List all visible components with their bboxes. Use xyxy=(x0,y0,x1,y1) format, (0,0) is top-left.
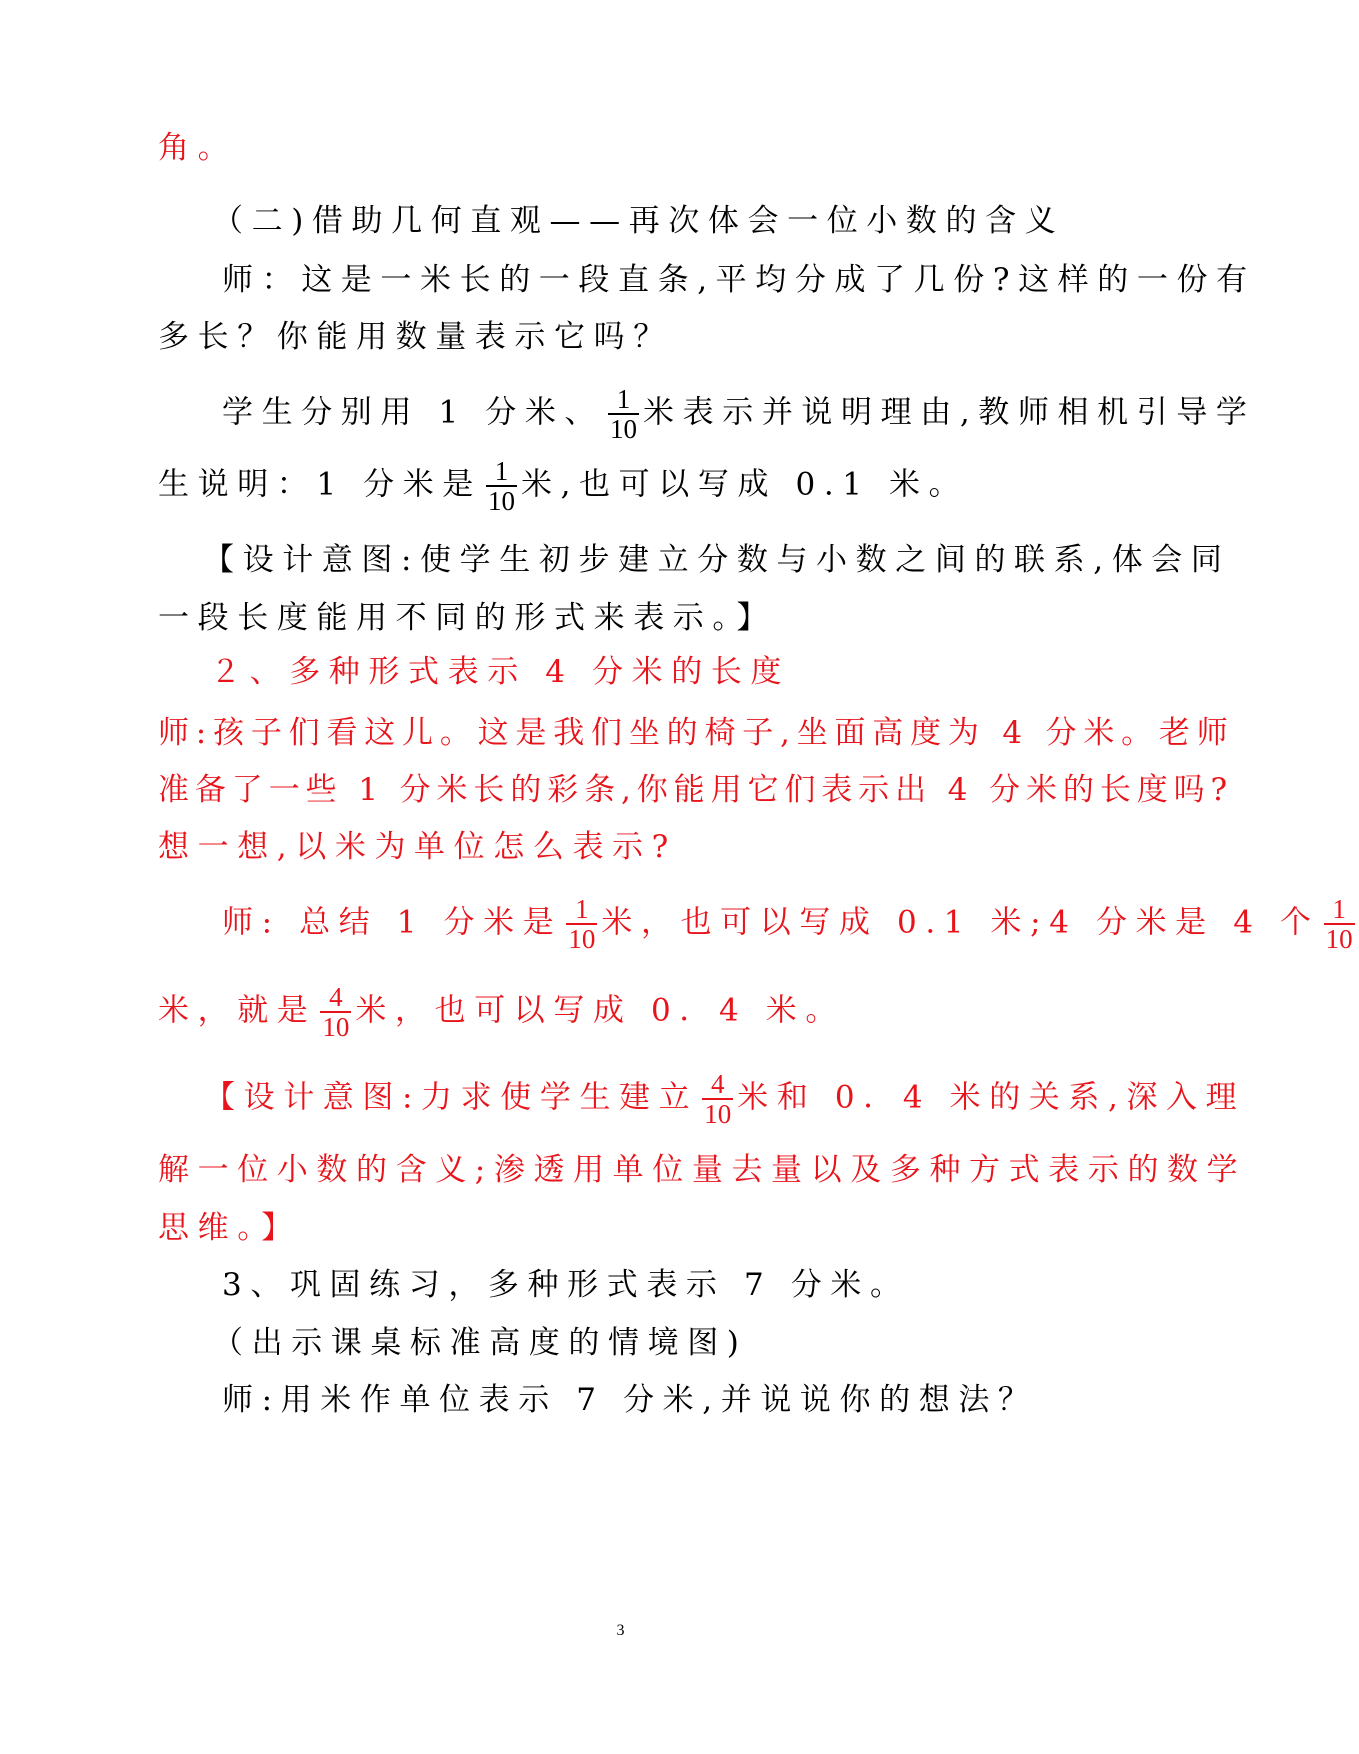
text-segment: 米表示并说明理由,教师相机引导学 xyxy=(643,394,1256,431)
fraction-denominator: 10 xyxy=(1325,924,1353,954)
text-line-19: （出示课桌标准高度的情境图) xyxy=(212,1325,748,1361)
text-line-3: 师：这是一米长的一段直条,平均分成了几份?这样的一份有 xyxy=(222,262,1256,298)
text-segment: 学生分别用 1 分米、 xyxy=(222,394,605,431)
fraction-denominator: 10 xyxy=(322,1012,350,1042)
text-line-6 xyxy=(158,457,968,515)
text-segment: 米,也可以写成 0.1 米。 xyxy=(520,466,969,503)
text-segment: 米和 0．4 米的关系,深入理 xyxy=(737,1079,1246,1116)
text-line-7: 【设计意图:使学生初步建立分数与小数之间的联系,体会同 xyxy=(203,542,1231,578)
fraction-numerator: 1 xyxy=(494,456,509,486)
fraction-numerator: 1 xyxy=(1332,894,1346,924)
fraction-numerator: 1 xyxy=(575,894,589,924)
fraction-four-tenths xyxy=(320,983,351,1041)
text-line-4: 多长？你能用数量表示它吗？ xyxy=(158,319,673,355)
text-line-11: 准备了一些 1 分米长的彩条,你能用它们表示出 4 分米的长度吗? xyxy=(158,772,1234,808)
fraction-one-tenth xyxy=(566,895,597,953)
text-line-9: ２、多种形式表示 4 分米的长度 xyxy=(210,654,791,690)
text-segment: 米，就是 xyxy=(158,992,317,1029)
text-line-15 xyxy=(204,1070,1245,1128)
fraction-one-tenth xyxy=(1324,895,1355,953)
fraction-numerator: 4 xyxy=(711,1069,725,1099)
text-line-1: 角。 xyxy=(158,130,238,166)
text-line-5 xyxy=(222,385,1255,443)
text-line-16: 解一位小数的含义;渗透用单位量去量以及多种方式表示的数学 xyxy=(158,1152,1247,1188)
fraction-denominator: 10 xyxy=(487,486,515,516)
fraction-denominator: 10 xyxy=(704,1099,732,1129)
text-line-12: 想一想,以米为单位怎么表示? xyxy=(158,829,677,865)
text-line-18: 3、巩固练习，多种形式表示 7 分米。 xyxy=(222,1267,910,1303)
text-line-17: 思维。】 xyxy=(158,1210,301,1246)
text-line-10: 师:孩子们看这儿。这是我们坐的椅子,坐面高度为 4 分米。老师 xyxy=(158,715,1235,751)
fraction-denominator: 10 xyxy=(610,414,638,444)
text-segment: 师: 总结 1 分米是 xyxy=(222,904,563,941)
fraction-four-tenths xyxy=(702,1070,733,1128)
text-line-20: 师:用米作单位表示 7 分米,并说说你的想法？ xyxy=(222,1382,1038,1418)
text-line-2: （二)借助几何直观——再次体会一位小数的含义 xyxy=(212,203,1065,239)
fraction-numerator: 1 xyxy=(616,384,631,414)
text-segment: 生说明：1 分米是 xyxy=(158,466,482,503)
text-segment: 【设计意图:力求使学生建立 xyxy=(204,1079,699,1116)
text-line-14 xyxy=(158,983,845,1041)
text-segment: 米，也可以写成 0.1 米;4 分米是 4 个 xyxy=(601,904,1320,941)
page-number: 3 xyxy=(616,1622,625,1639)
text-line-13 xyxy=(222,895,1359,953)
fraction-denominator: 10 xyxy=(568,924,596,954)
text-segment: 米，也可以写成 0．4 米。 xyxy=(355,992,845,1029)
fraction-one-tenth xyxy=(608,385,639,443)
fraction-numerator: 4 xyxy=(329,982,343,1012)
fraction-one-tenth xyxy=(486,457,517,515)
text-line-8: 一段长度能用不同的形式来表示。】 xyxy=(158,600,777,636)
